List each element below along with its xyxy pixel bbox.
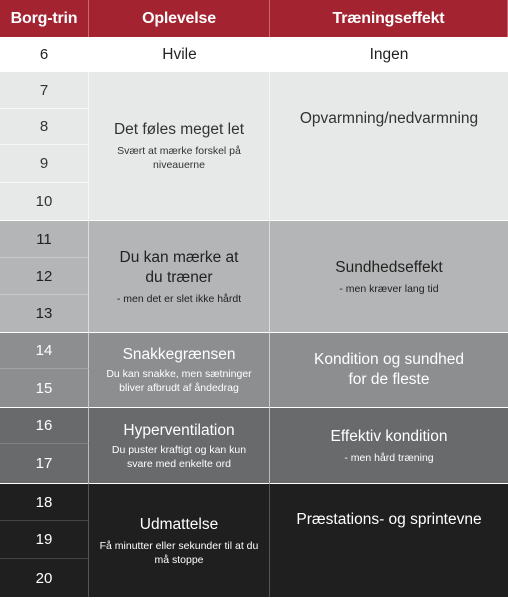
experience-label: Hyperventilation xyxy=(123,421,235,439)
header-traeningseffekt: Træningseffekt xyxy=(270,0,508,37)
effect-warmup xyxy=(270,72,508,220)
experience-hyperventilation xyxy=(89,407,270,483)
effect-none xyxy=(270,37,508,72)
effect-note: - men kræver lang tid xyxy=(339,282,439,295)
level-cell: 11 xyxy=(0,220,89,258)
header-borg-trin: Borg-trin xyxy=(0,0,89,37)
effect-label: Præstations- og sprintevne xyxy=(296,511,482,528)
level-cell: 6 xyxy=(0,37,89,72)
header-oplevelse: Oplevelse xyxy=(89,0,270,37)
level-cell: 7 xyxy=(0,72,89,109)
level-cell: 8 xyxy=(0,109,89,145)
experience-note: Du kan snakke, men sætninger bliver afbrudt af åndedrag xyxy=(106,368,252,394)
level-cell: 20 xyxy=(0,559,89,597)
effect-performance-sprint xyxy=(270,483,508,597)
effect-label: Kondition og sundhed for de fleste xyxy=(314,351,464,388)
experience-label: Snakkegrænsen xyxy=(122,346,236,363)
level-cell: 17 xyxy=(0,444,89,483)
level-cell: 12 xyxy=(0,258,89,295)
experience-light xyxy=(89,220,270,332)
effect-label: Ingen xyxy=(369,45,409,63)
experience-note: Du puster kraftigt og kan kun svare med enkelte ord xyxy=(111,443,247,470)
level-cell: 9 xyxy=(0,145,89,183)
effect-label: Effektiv kondition xyxy=(330,427,448,445)
effect-label: Sundhedseffekt xyxy=(335,258,443,276)
experience-label: Hvile xyxy=(162,45,197,63)
experience-note: - men det er slet ikke hårdt xyxy=(116,292,242,305)
experience-label: Du kan mærke at du træner xyxy=(119,248,239,286)
effect-effective-fitness xyxy=(270,407,508,483)
level-cell: 16 xyxy=(0,407,89,444)
experience-rest xyxy=(89,37,270,72)
level-cell: 13 xyxy=(0,295,89,332)
effect-note: - men hård træning xyxy=(344,451,434,464)
level-cell: 10 xyxy=(0,183,89,220)
experience-label: Udmattelse xyxy=(139,515,219,533)
experience-note: Få minutter eller sekunder til at du må stoppe xyxy=(99,539,259,566)
effect-fitness-health xyxy=(270,332,508,407)
level-cell: 14 xyxy=(0,332,89,369)
effect-label: Opvarmning/nedvarmning xyxy=(299,110,479,127)
level-cell: 19 xyxy=(0,521,89,559)
level-cell: 18 xyxy=(0,483,89,521)
experience-exhaustion xyxy=(89,483,270,597)
experience-very-light xyxy=(89,72,270,220)
experience-talk-limit xyxy=(89,332,270,407)
experience-label: Det føles meget let xyxy=(113,121,245,138)
experience-note: Svært at mærke forskel på niveauerne xyxy=(117,145,241,171)
effect-health xyxy=(270,220,508,332)
level-cell: 15 xyxy=(0,369,89,407)
